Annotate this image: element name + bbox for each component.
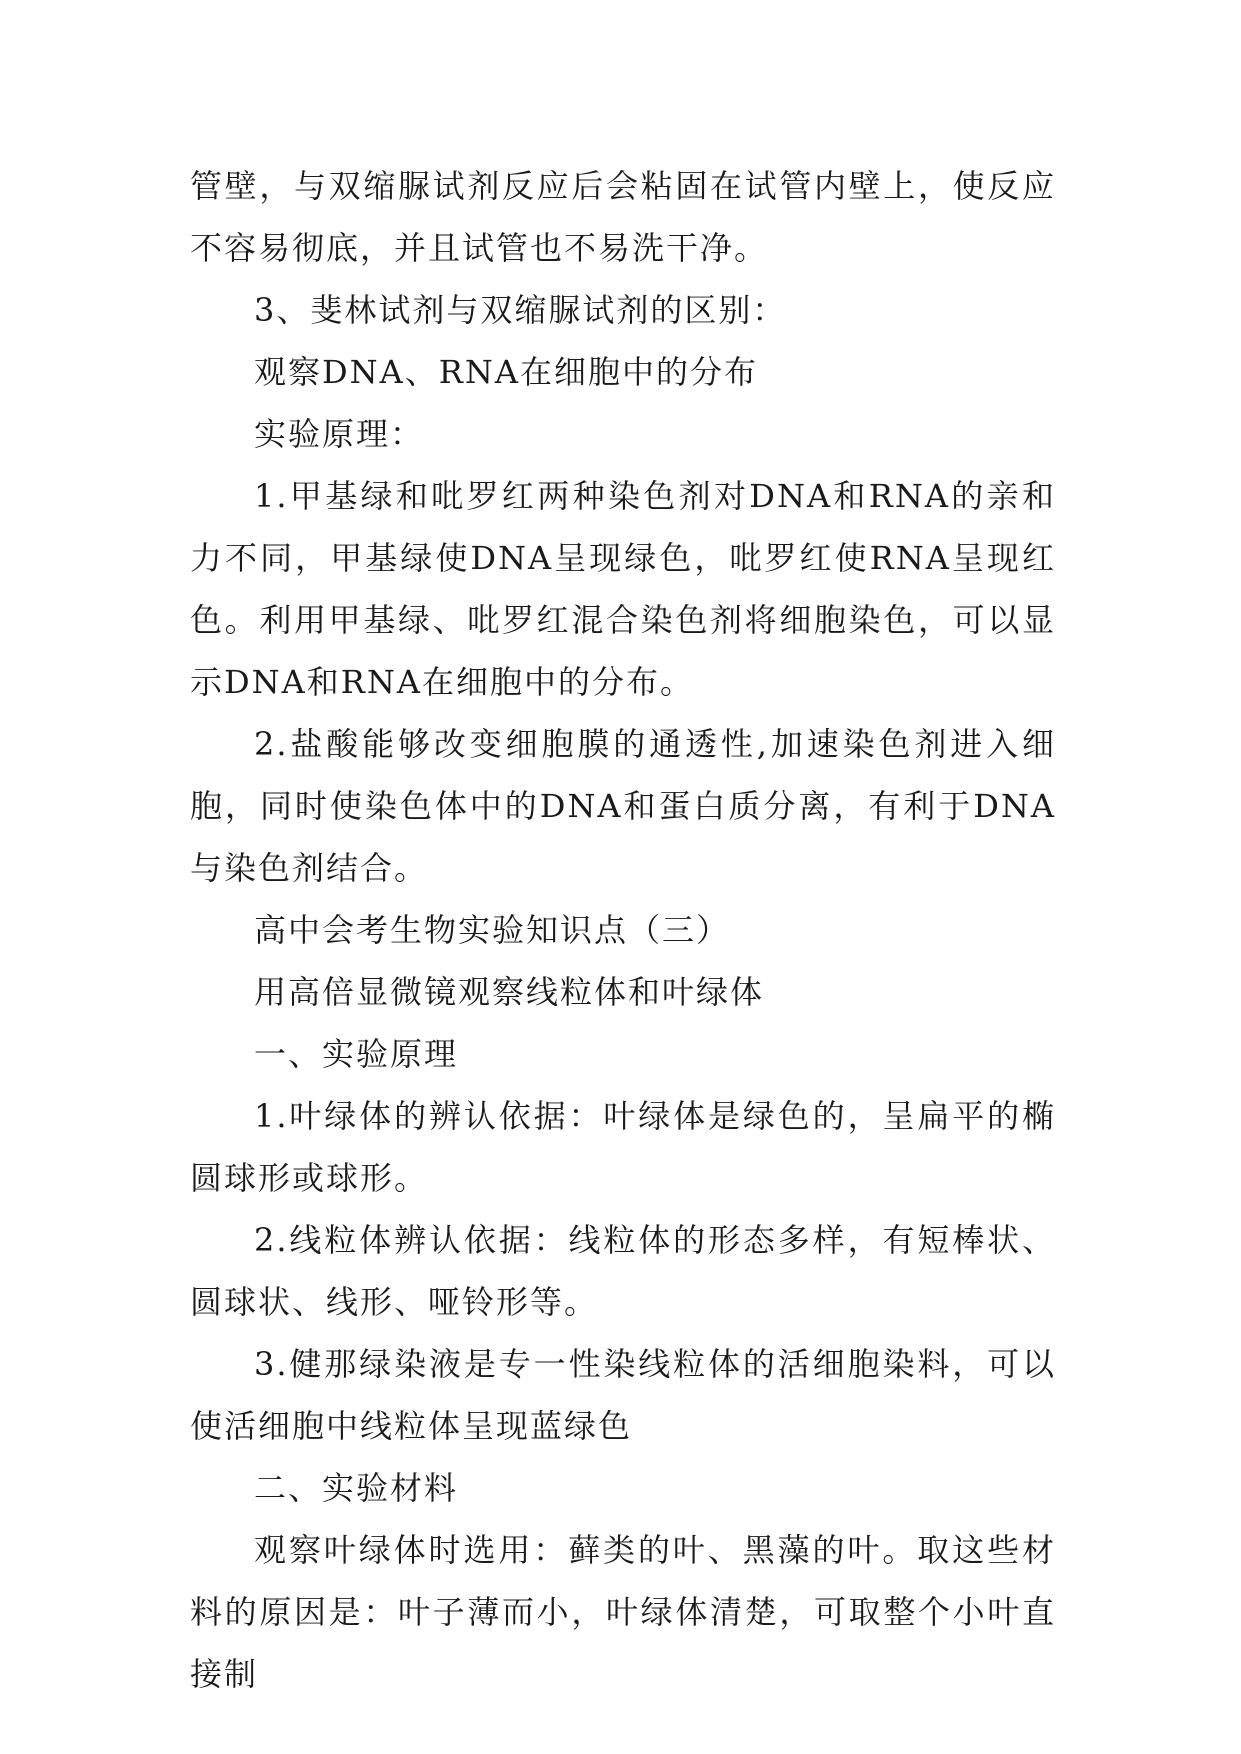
paragraph-principle-2: 2.盐酸能够改变细胞膜的通透性,加速染色剂进入细胞，同时使染色体中的DNA和蛋白质分离，有利于DNA与染色剂结合。 — [190, 725, 1056, 887]
subheading-principle: 实验原理： — [254, 415, 425, 453]
paragraph-1: 管壁，与双缩脲试剂反应后会粘固在试管内壁上，使反应不容易彻底，并且试管也不易洗干净。 — [190, 167, 1056, 267]
section-heading-microscope: 用高倍显微镜观察线粒体和叶绿体 — [254, 973, 765, 1011]
section-heading-part-3: 高中会考生物实验知识点（三） — [254, 911, 731, 949]
paragraph-janus-green: 3.健那绿染液是专一性染线粒体的活细胞染料，可以使活细胞中线粒体呈现蓝绿色 — [190, 1345, 1056, 1445]
subheading-experiment-principle: 一、实验原理 — [254, 1035, 459, 1073]
section-heading-dna-rna: 观察DNA、RNA在细胞中的分布 — [254, 353, 758, 391]
paragraph-mitochondria: 2.线粒体辨认依据：线粒体的形态多样，有短棒状、圆球状、线形、哑铃形等。 — [190, 1221, 1056, 1321]
paragraph-2: 3、斐林试剂与双缩脲试剂的区别： — [254, 291, 787, 329]
subheading-materials: 二、实验材料 — [254, 1469, 459, 1507]
document-body — [190, 155, 1056, 1705]
paragraph-chloroplast: 1.叶绿体的辨认依据：叶绿体是绿色的，呈扁平的椭圆球形或球形。 — [190, 1097, 1056, 1197]
paragraph-principle-1: 1.甲基绿和吡罗红两种染色剂对DNA和RNA的亲和力不同，甲基绿使DNA呈现绿色，吡罗红使RNA呈现红色。利用甲基绿、吡罗红混合染色剂将细胞染色，可以显示DNA和RNA在细胞中的分布。 — [190, 477, 1056, 701]
paragraph-materials: 观察叶绿体时选用：藓类的叶、黑藻的叶。取这些材料的原因是：叶子薄而小，叶绿体清楚，可取整个小叶直接制 — [190, 1531, 1056, 1693]
